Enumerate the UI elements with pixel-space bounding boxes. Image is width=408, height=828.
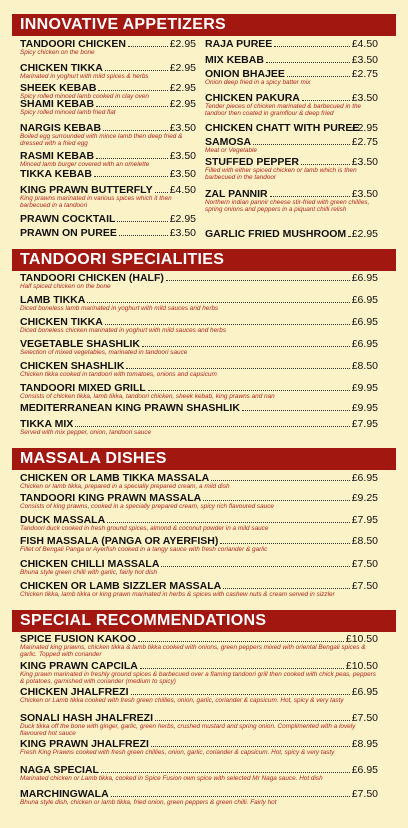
item-name: VEGETABLE SHASHLIK (20, 338, 140, 350)
appetizer-item (20, 227, 196, 239)
item-price: £7.50 (351, 788, 378, 800)
item-description: Spicy rolled minced lamb cooked in clay oven (20, 93, 149, 100)
section-header-massala: MASSALA DISHES (12, 448, 396, 470)
appetizer-item (20, 213, 196, 225)
item-description: Consists of chicken tikka, lamb tikka, tandoori chicken, sheek kebab, king prawns and nan (20, 393, 275, 400)
item-name: NAGA SPECIAL (20, 764, 99, 776)
item-name: CHICKEN TIKKA (20, 62, 103, 74)
appetizer-item (20, 184, 196, 210)
item-name: MEDITERRANEAN KING PRAWN SHASHLIK (20, 402, 240, 414)
item-name: STUFFED PEPPER (205, 156, 299, 168)
special-item (20, 712, 378, 738)
appetizer-item (205, 38, 378, 50)
dot-leader (155, 720, 350, 721)
item-price: £6.95 (351, 686, 378, 698)
item-price: £2.95 (351, 228, 378, 240)
dot-leader (75, 426, 349, 427)
item-price: £7.50 (351, 580, 378, 592)
tandoori-item (20, 360, 378, 378)
item-description: Onion deep fried in a spicy batter mix (205, 79, 311, 86)
dot-leader (111, 796, 350, 797)
item-price: £2.75 (351, 68, 378, 80)
item-description: Spicy chicken on the bone (20, 49, 95, 56)
item-price: £2.95 (169, 98, 196, 110)
special-item (20, 633, 378, 659)
massala-item (20, 514, 378, 532)
special-item (20, 660, 378, 686)
item-name: ONION BHAJEE (205, 68, 285, 80)
item-name: PRAWN COCKTAIL (20, 213, 116, 225)
item-price: £10.50 (345, 633, 378, 645)
item-name: SHEEK KEBAB (20, 82, 97, 94)
appetizer-item (205, 122, 378, 134)
dot-leader (128, 46, 168, 47)
item-name: CHICKEN JHALFREZI (20, 686, 129, 698)
item-name: TIKKA KEBAB (20, 168, 92, 180)
dot-leader (155, 192, 168, 193)
special-item (20, 788, 378, 806)
item-price: £6.95 (351, 338, 378, 350)
dot-leader (211, 480, 350, 481)
dot-leader (151, 746, 350, 747)
item-name: DUCK MASSALA (20, 514, 106, 526)
dot-leader (302, 100, 350, 101)
item-name: GARLIC FRIED MUSHROOM (205, 228, 347, 240)
appetizer-item (20, 122, 196, 148)
item-price: £7.50 (351, 712, 378, 724)
item-name: CHICKEN TIKKA (20, 316, 103, 328)
item-price: £2.95 (169, 82, 196, 94)
dot-leader (87, 302, 349, 303)
item-description: Tandoori duck cooked in fresh ground spices, almond & coconut powder in a mild sauce (20, 525, 269, 532)
dot-leader (301, 164, 350, 165)
item-price: £3.50 (169, 168, 196, 180)
item-price: £6.95 (351, 272, 378, 284)
item-price: £4.50 (169, 184, 196, 196)
dot-leader (117, 221, 167, 222)
dot-leader (348, 236, 350, 237)
dot-leader (142, 346, 350, 347)
item-name: NARGIS KEBAB (20, 122, 102, 134)
special-item (20, 764, 378, 782)
item-name: KING PRAWN BUTTERFLY (20, 184, 153, 196)
massala-item (20, 535, 378, 553)
appetizer-item (205, 156, 378, 182)
appetizer-item (20, 98, 196, 116)
item-description: Chicken tikka, lamb tikka or king prawn marinated in herbs & spices with cashew nuts & cream served in sizzler (20, 591, 335, 598)
item-price: £6.95 (351, 764, 378, 776)
item-price: £7.95 (351, 514, 378, 526)
item-description: King prawn marinated in freshly ground spices & barbecued over a flaming tandoori grill then cooked with chick peas, peppers & potatoes, garnished with coriander (medium to spicy) (20, 671, 376, 686)
item-description: Diced boneless chicken marinated in yoghurt with mild sauces and herbs (20, 327, 227, 334)
item-price: £10.50 (345, 660, 378, 672)
special-item (20, 738, 378, 756)
item-description: Boiled egg surrounded with mince lamb then deep fried & dressed with a fried egg (20, 133, 183, 148)
item-price: £8.50 (351, 535, 378, 547)
appetizer-item (205, 92, 378, 118)
item-description: Chicken tikka cooked in tandoori with tomatoes, onions and capsicum (20, 371, 217, 378)
item-price: £7.95 (351, 418, 378, 430)
appetizer-item (205, 68, 378, 86)
item-price: £3.50 (169, 227, 196, 239)
item-name: SHAMI KEBAB (20, 98, 95, 110)
dot-leader (94, 176, 168, 177)
dot-leader (166, 280, 350, 281)
item-price: £2.95 (169, 38, 196, 50)
item-price: £2.95 (351, 122, 378, 134)
section-header-appetizers: INNOVATIVE APPETIZERS (12, 14, 396, 36)
item-name: ZAL PANNIR (205, 188, 268, 200)
dot-leader (220, 543, 349, 544)
appetizer-item (205, 188, 378, 214)
dot-leader (161, 566, 349, 567)
item-name: RASMI KEBAB (20, 150, 95, 162)
appetizer-item (20, 62, 196, 80)
item-name: SPICE FUSION KAKOO (20, 633, 137, 645)
dot-leader (107, 522, 350, 523)
item-price: £3.50 (169, 150, 196, 162)
item-price: £3.50 (351, 188, 378, 200)
item-name: TANDOORI CHICKEN (20, 38, 126, 50)
item-name: RAJA PUREE (205, 38, 273, 50)
dot-leader (203, 500, 350, 501)
item-description: Tender pieces of chicken marinated & barbecued in the tandoor then coated in gramflour & deep fried (205, 103, 362, 118)
item-name: CHICKEN OR LAMB SIZZLER MASSALA (20, 580, 222, 592)
tandoori-item (20, 382, 378, 400)
appetizer-item (20, 168, 196, 180)
massala-item (20, 580, 378, 598)
item-description: King prawns marinated in various spices which it then barbecued in a tandoori (20, 195, 172, 210)
item-description: Spicy rolled minced lamb fried flat (20, 109, 116, 116)
dot-leader (119, 235, 168, 236)
item-price: £6.95 (351, 472, 378, 484)
section-header-special: SPECIAL RECOMMENDATIONS (12, 610, 396, 632)
item-description: Half spiced chicken on the bone (20, 283, 111, 290)
tandoori-item (20, 338, 378, 356)
item-price: £9.95 (351, 382, 378, 394)
appetizer-item (20, 38, 196, 56)
item-name: TANDOORI CHICKEN (HALF) (20, 272, 164, 284)
item-description: Meat or Vegetable (205, 147, 257, 154)
item-name: KING PRAWN CAPCILA (20, 660, 138, 672)
item-description: Northern indian pannir cheese stir-fried with green chillies, spring onions and peppers in a piquant chilli relish (205, 199, 370, 214)
dot-leader (242, 410, 350, 411)
item-price: £3.50 (351, 156, 378, 168)
item-price: £3.50 (351, 54, 378, 66)
item-name: CHICKEN CHATT WITH PUREE (205, 122, 360, 134)
item-description: Marinated chicken or Lamb tikka, cooked in Spice Fusion own spice with selected Mr Naga sauce. Hot dish (20, 775, 323, 782)
tandoori-item (20, 418, 378, 436)
item-price: £8.50 (351, 360, 378, 372)
dot-leader (253, 144, 350, 145)
dot-leader (223, 588, 349, 589)
item-description: Bhuna style dish, chicken or lamb tikka, fried onion, green peppers & green chilli. Fairly hot (20, 799, 277, 806)
item-name: TANDOORI KING PRAWN MASSALA (20, 492, 202, 504)
item-name: FISH MASSALA (PANGA OR AYERFISH) (20, 535, 219, 547)
section-header-tandoori: TANDOORI SPECIALITIES (12, 249, 396, 271)
dot-leader (148, 390, 350, 391)
item-price: £9.25 (351, 492, 378, 504)
item-name: CHICKEN OR LAMB TIKKA MASSALA (20, 472, 210, 484)
item-description: Marinated in yoghurt with mild spices & herbs (20, 73, 149, 80)
item-price: £2.95 (169, 62, 196, 74)
appetizer-item (205, 228, 378, 240)
item-description: Minced lamb burger covered with an omelette (20, 161, 150, 168)
item-description: Filled with either spiced chicken or lamb which is then barbecued in the tandoor (205, 167, 357, 182)
item-description: Chicken or lamb tikka, prepared in a specially prepared cream, a mild dish (20, 483, 230, 490)
massala-item (20, 492, 378, 510)
tandoori-item (20, 272, 378, 290)
dot-leader (96, 158, 168, 159)
item-name: SAMOSA (205, 136, 252, 148)
appetizer-item (20, 150, 196, 168)
dot-leader (103, 130, 168, 131)
item-description: Fillet of Bengali Panga or Ayerfish cooked in a tangy sauce with fresh coriander & garlic (20, 546, 268, 553)
massala-item (20, 472, 378, 490)
dot-leader (131, 694, 350, 695)
item-name: TANDOORI MIXED GRILL (20, 382, 146, 394)
item-description: Served with mix pepper, onion, tandoori sauce (20, 429, 152, 436)
item-description: Chicken or Lamb tikka cooked with fresh green chillies, onion, garlic, coriander & capsicum. Hot, spicy & very tasty (20, 697, 344, 704)
item-description: Marinated king prawns, chicken tikka & lamb tikka cooked with onions, green peppers mixed with oriental Bengali spices & garlic. Topped with coriander (20, 644, 366, 659)
dot-leader (126, 368, 349, 369)
appetizer-item (205, 136, 378, 154)
appetizer-item (20, 82, 196, 100)
massala-item (20, 558, 378, 576)
item-description: Diced boneless lamb marinated in yoghurt with mild sauces and herbs (20, 305, 219, 312)
item-name: CHICKEN PAKURA (205, 92, 300, 104)
item-price: £4.50 (351, 38, 378, 50)
dot-leader (101, 772, 350, 773)
dot-leader (138, 641, 344, 642)
item-price: £3.50 (169, 122, 196, 134)
tandoori-item (20, 294, 378, 312)
item-price: £2.95 (169, 213, 196, 225)
item-description: Selection of mixed vegetables, marinated in tandoori sauce (20, 349, 188, 356)
dot-leader (270, 196, 350, 197)
dot-leader (105, 70, 168, 71)
item-name: MARCHINGWALA (20, 788, 109, 800)
item-description: Fresh King Prawns cooked with fresh green chillies, onion, garlic, coriander & capsicum. Hot, spicy & very tasty (20, 749, 335, 756)
dot-leader (266, 62, 350, 63)
dot-leader (287, 76, 350, 77)
item-price: £6.95 (351, 294, 378, 306)
dot-leader (96, 106, 168, 107)
item-description: Consists of king prawns, cooked in a specially prepared cream, spicy rich flavoured sauce (20, 503, 274, 510)
tandoori-item (20, 316, 378, 334)
appetizer-item (205, 54, 378, 66)
item-name: SONALI HASH JHALFREZI (20, 712, 154, 724)
item-description: Bhuna style green chilli with garlic, fairly hot dish (20, 569, 158, 576)
item-name: KING PRAWN JHALFREZI (20, 738, 149, 750)
item-description: Duck tikka off the bone with ginger, garlic, green herbs, crushed mustard and spring onion. Complimented with a lovely flavoured hot sauce (20, 723, 356, 738)
dot-leader (105, 324, 350, 325)
dot-leader (98, 90, 167, 91)
item-price: £6.95 (351, 316, 378, 328)
item-name: CHICKEN CHILLI MASSALA (20, 558, 160, 570)
item-price: £2.75 (351, 136, 378, 148)
dot-leader (140, 668, 344, 669)
dot-leader (274, 46, 349, 47)
item-name: PRAWN ON PUREE (20, 227, 117, 239)
item-price: £9.95 (351, 402, 378, 414)
item-price: £7.50 (351, 558, 378, 570)
item-price: £8.95 (351, 738, 378, 750)
item-name: MIX KEBAB (205, 54, 264, 66)
item-name: CHICKEN SHASHLIK (20, 360, 125, 372)
tandoori-item (20, 402, 378, 414)
item-price: £3.50 (351, 92, 378, 104)
item-name: TIKKA MIX (20, 418, 74, 430)
item-name: LAMB TIKKA (20, 294, 86, 306)
special-item (20, 686, 378, 704)
